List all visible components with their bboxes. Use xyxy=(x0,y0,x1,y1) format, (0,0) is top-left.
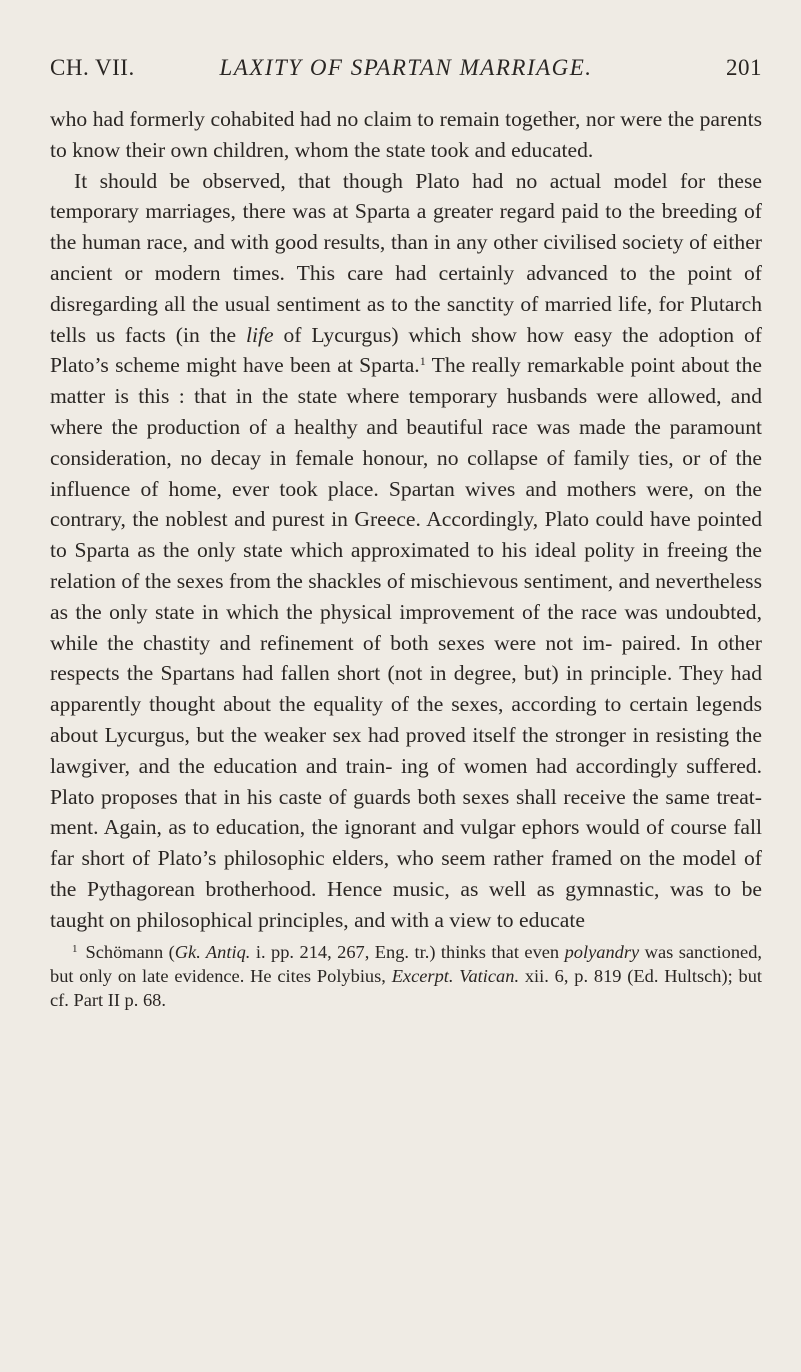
paragraph-main xyxy=(50,166,762,936)
footnote-reference: 1 xyxy=(419,354,426,369)
body-text xyxy=(50,104,762,936)
chapter-label: CH. VII. xyxy=(50,55,135,80)
footnote-italic-citation: Gk. Antiq. xyxy=(174,941,251,962)
footnote xyxy=(50,940,762,1012)
footnote-mark: 1 xyxy=(72,942,78,955)
paragraph-text: The really remarkable point about the matter is this : that in the state where temporary husbands were allowed, and where the production of a healthy and beautiful race was made the paramount consideration, no decay in female honour, no collapse of family ties, or of the influence of home, ever took place. Spartan wives and mothers were, on the contrary, the noblest and purest in Greece. Accordingly, Plato could have pointed to Sparta as the only state which approximated to his ideal polity in freeing the relation of the sexes from the shackles of mischievous sentiment, and nevertheless as the only state in which the physical improvement of the race was undoubted, while the chastity and refinement of both sexes were not im- paired. In other respects the Spartans had fallen short (not in degree, but) in principle. They had apparently thought about the equality of the sexes, according to certain legends about Lycurgus, but the weaker sex had proved itself the stronger in resisting the lawgiver, and the education and train- ing of women had accordingly suffered. Plato proposes that in his caste of guards both sexes shall receive the same treat- ment. Again, as to education, the ignorant and vulgar ephors would of course fall far short of Plato’s philosophic elders, who seem rather framed on the model of the Pythagorean brotherhood. Hence music, as well as gymnastic, was to be taught on philosophical principles, and with a view to educate xyxy=(50,353,762,932)
footnote-italic-term: polyandry xyxy=(564,941,640,962)
footnote-text: i. pp. 214, 267, Eng. tr.) thinks that even xyxy=(250,941,565,962)
paragraph-continuation: who had formerly cohabited had no claim to remain together, nor were the parents to know their own children, whom the state took and educated. xyxy=(50,107,762,162)
paragraph-text: of Lycurgus) which show how easy the adoption of Plato’s scheme might have been at Sparta. xyxy=(50,322,762,378)
page-number: 201 xyxy=(726,55,762,80)
footnote-italic-citation: Excerpt. Vatican. xyxy=(391,965,520,986)
footnote-text: was sanctioned, but only on late evidence. He cites Polybius, xyxy=(50,941,762,986)
italic-life: life xyxy=(245,322,274,347)
running-title: LAXITY OF SPARTAN MARRIAGE. xyxy=(219,55,593,80)
running-head xyxy=(50,50,762,86)
footnote-text: Schömann ( xyxy=(85,941,175,962)
footnote-text: xii. 6, p. 819 (Ed. Hultsch); but cf. Part II p. 68. xyxy=(50,965,762,1010)
book-page xyxy=(50,50,762,1012)
paragraph-text: It should be observed, that though Plato had no actual model for these temporary marriages, there was at Sparta a greater regard paid to the breeding of the human race, and with good results, than in any other civilised society of either ancient or modern times. This care had certainly advanced to the point of disregarding all the usual sentiment as to the sanctity of married life, for Plutarch tells us facts (in the xyxy=(50,168,762,347)
